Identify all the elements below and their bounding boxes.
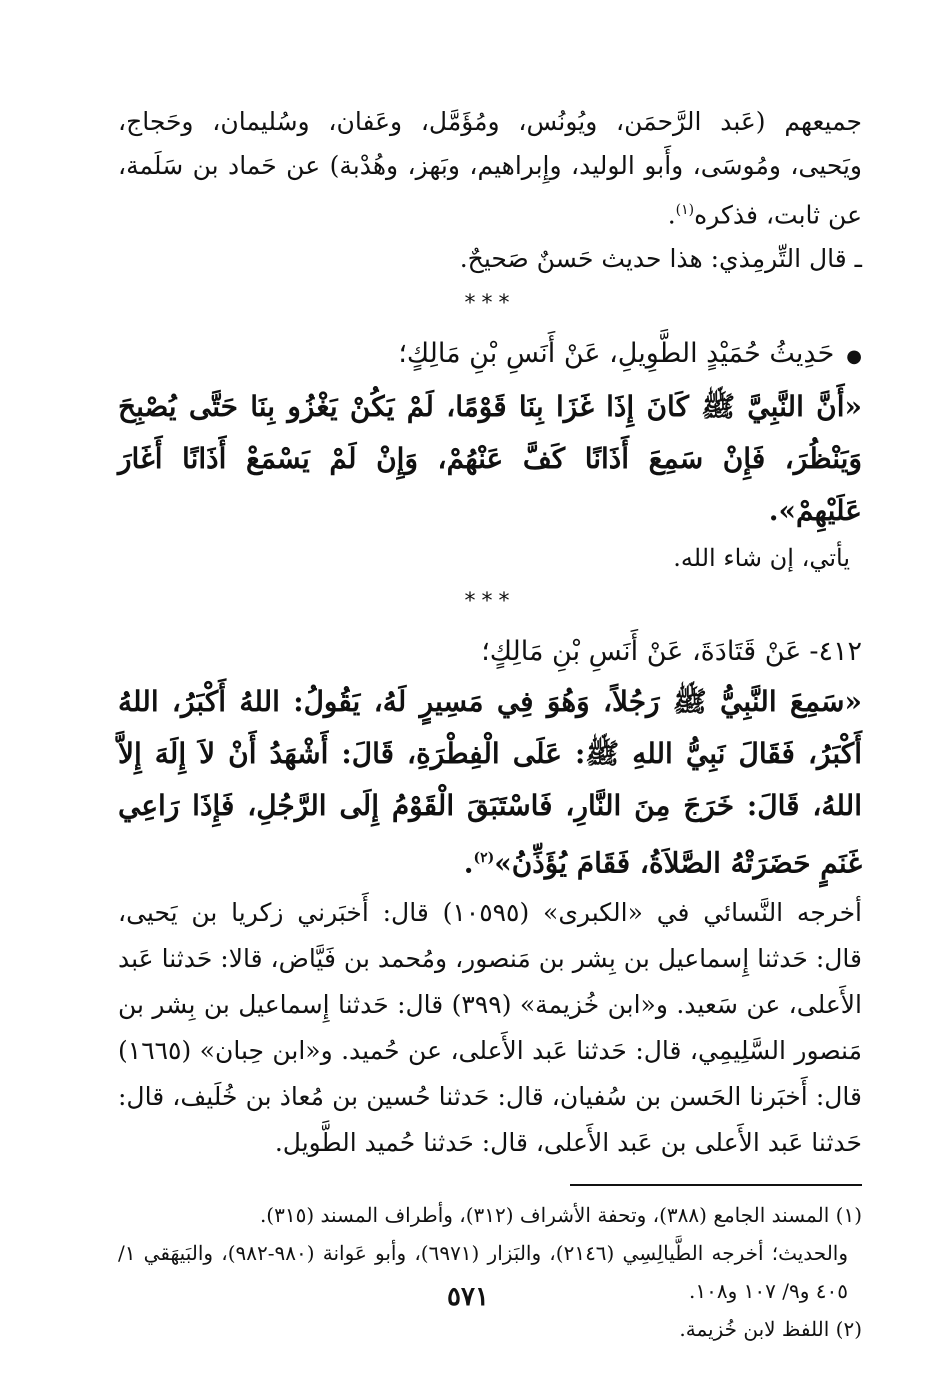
- footnote-2: (٢) اللفظ لابن خُزيمة.: [679, 1316, 862, 1341]
- paragraph-narrators: جميعهم (عَبد الرَّحمَن، ويُونُس، ومُؤَمَّل، وعَفان، وسُليمان، وحَجاج، ويَحيى، ومُوسَى، وأَبو الوليد، وإِبراهيم، وبَهز، وهُدْبة) عن حَماد بن سَلَمة، عن ثابت، فذكره$^{(١)}$.: [118, 107, 862, 230]
- entry-heading-text: عَنْ قَتَادَةَ، عَنْ أَنَسِ بْنِ مَالِكٍ؛: [481, 636, 802, 668]
- takhrij-block: [118, 890, 862, 1166]
- section-separator: ***: [464, 291, 516, 317]
- takhrij-paragraph: أخرجه النَّسائي في «الكبرى» (١٠٥٩٥) قال: أَخبَرني زكريا بن يَحيى، قال: حَدثنا إِسماعيل بن بِشر بن مَنصور، ومُحمد بن فَيَّاض، قالا: حَدثنا عَبد الأَعلى، عن سَعيد. و«ابن خُزيمة» (٣٩٩) قال: حَدثنا إِسماعيل بن بِشر بن مَنصور السَّلِيمِي، قال: حَدثنا عَبد الأَعلى، عن حُميد. و«ابن حِبان» (١٦٦٥) قال: أَخبَرنا الحَسن بن سُفيان، قال: حَدثنا حُسين بن مُعاذ بن خُلَيف، قال: حَدثنا عَبد الأَعلى بن عَبد الأَعلى، قال: حَدثنا حُميد الطَّويل.: [118, 897, 862, 1157]
- entry-heading-412: [118, 628, 862, 676]
- entry-number: ٤١٢-: [809, 636, 862, 668]
- page-number: ٥٧١: [447, 1282, 489, 1312]
- paragraph-narrators-text: جميعهم (عَبد الرَّحمَن، ويُونُس، ومُؤَمَّل، وعَفان، وسُليمان، وحَجاج، ويَحيى، ومُوسَى، وأَبو الوليد، وإِبراهيم، وبَهز، وهُدْبة) عن حَماد بن سَلَمة، عن ثابت، فذكره: [118, 107, 862, 230]
- footnote-1: (١) المسند الجامع (٣٨٨)، وتحفة الأشراف (٣١٢)، وأطراف المسند (٣١٥).: [259, 1202, 862, 1227]
- paragraph-tirmidhi: ـ قال التِّرمِذي: هذا حديث حَسنٌ صَحيحٌ.: [459, 244, 862, 274]
- bullet-icon: ●: [846, 346, 862, 368]
- footnote-ref-1[interactable]: (١): [675, 202, 695, 218]
- footnote-1-continuation: والحديث؛ أخرجه الطَّيالِسِي (٢١٤٦)، والبَزار (٦٩٧١)، وأبو عَوانة (٩٨٠-٩٨٢)، والبَيهَقي ١/ ٤٠٥ و٩/ ١٠٧ و١٠٨.: [118, 1240, 849, 1303]
- cross-reference-note: يأتي، إن شاء الله.: [673, 544, 850, 573]
- hadith-text-412-body: «سَمِعَ النَّبِيُّ ﷺ رَجُلاً، وَهُوَ فِي مَسِيرٍ لَهُ، يَقُولُ: اللهُ أَكْبَرُ، اللهُ أَكْبَرُ، فَقَالَ نَبِيُّ اللهِ ﷺ: عَلَى الْفِطْرَةِ، قَالَ: أَشْهَدُ أَنْ لاَ إِلَهَ إِلاَّ اللهُ، قَالَ: خَرَجَ مِنَ النَّارِ، فَاسْتَبَقَ الْقَوْمُ إِلَى الرَّجُلِ، فَإِذَا رَاعِي غَنَمٍ حَضَرَتْهُ الصَّلاَةُ، فَقَامَ يُؤَذِّنُ»: [118, 685, 862, 880]
- page-content: [118, 100, 862, 1348]
- section-heading-humaid: [118, 330, 862, 381]
- hadith-text-1: «أَنَّ النَّبِيَّ ﷺ كَانَ إِذَا غَزَا بِنَا قَوْمًا، لَمْ يَكُنْ يَغْزُو بِنَا حَتَّى يُصْبِحَ وَيَنْظُرَ، فَإِنْ سَمِعَ أَذَانًا كَفَّ عَنْهُمْ، وَإِنْ لَمْ يَسْمَعْ أَذَانًا أَغَارَ عَلَيْهِمْ».: [118, 390, 862, 528]
- footnotes: [118, 1196, 862, 1348]
- section-heading-humaid-text: حَدِيثُ حُمَيْدٍ الطَّوِيلِ، عَنْ أَنَسِ بْنِ مَالِكٍ؛: [398, 338, 835, 370]
- hadith-text-412: «سَمِعَ النَّبِيُّ ﷺ رَجُلاً، وَهُوَ فِي مَسِيرٍ لَهُ، يَقُولُ: اللهُ أَكْبَرُ، اللهُ أَكْبَرُ، فَقَالَ نَبِيُّ اللهِ ﷺ: عَلَى الْفِطْرَةِ، قَالَ: أَشْهَدُ أَنْ لاَ إِلَهَ إِلاَّ اللهُ، قَالَ: خَرَجَ مِنَ النَّارِ، فَاسْتَبَقَ الْقَوْمُ إِلَى الرَّجُلِ، فَإِذَا رَاعِي غَنَمٍ حَضَرَتْهُ الصَّلاَةُ، فَقَامَ يُؤَذِّنُ»$^{(٢)}$.: [118, 685, 862, 880]
- footnote-divider: [570, 1184, 862, 1186]
- section-separator: ***: [464, 589, 516, 615]
- body-text: [118, 100, 862, 281]
- footnote-ref-2[interactable]: (٢): [473, 850, 495, 867]
